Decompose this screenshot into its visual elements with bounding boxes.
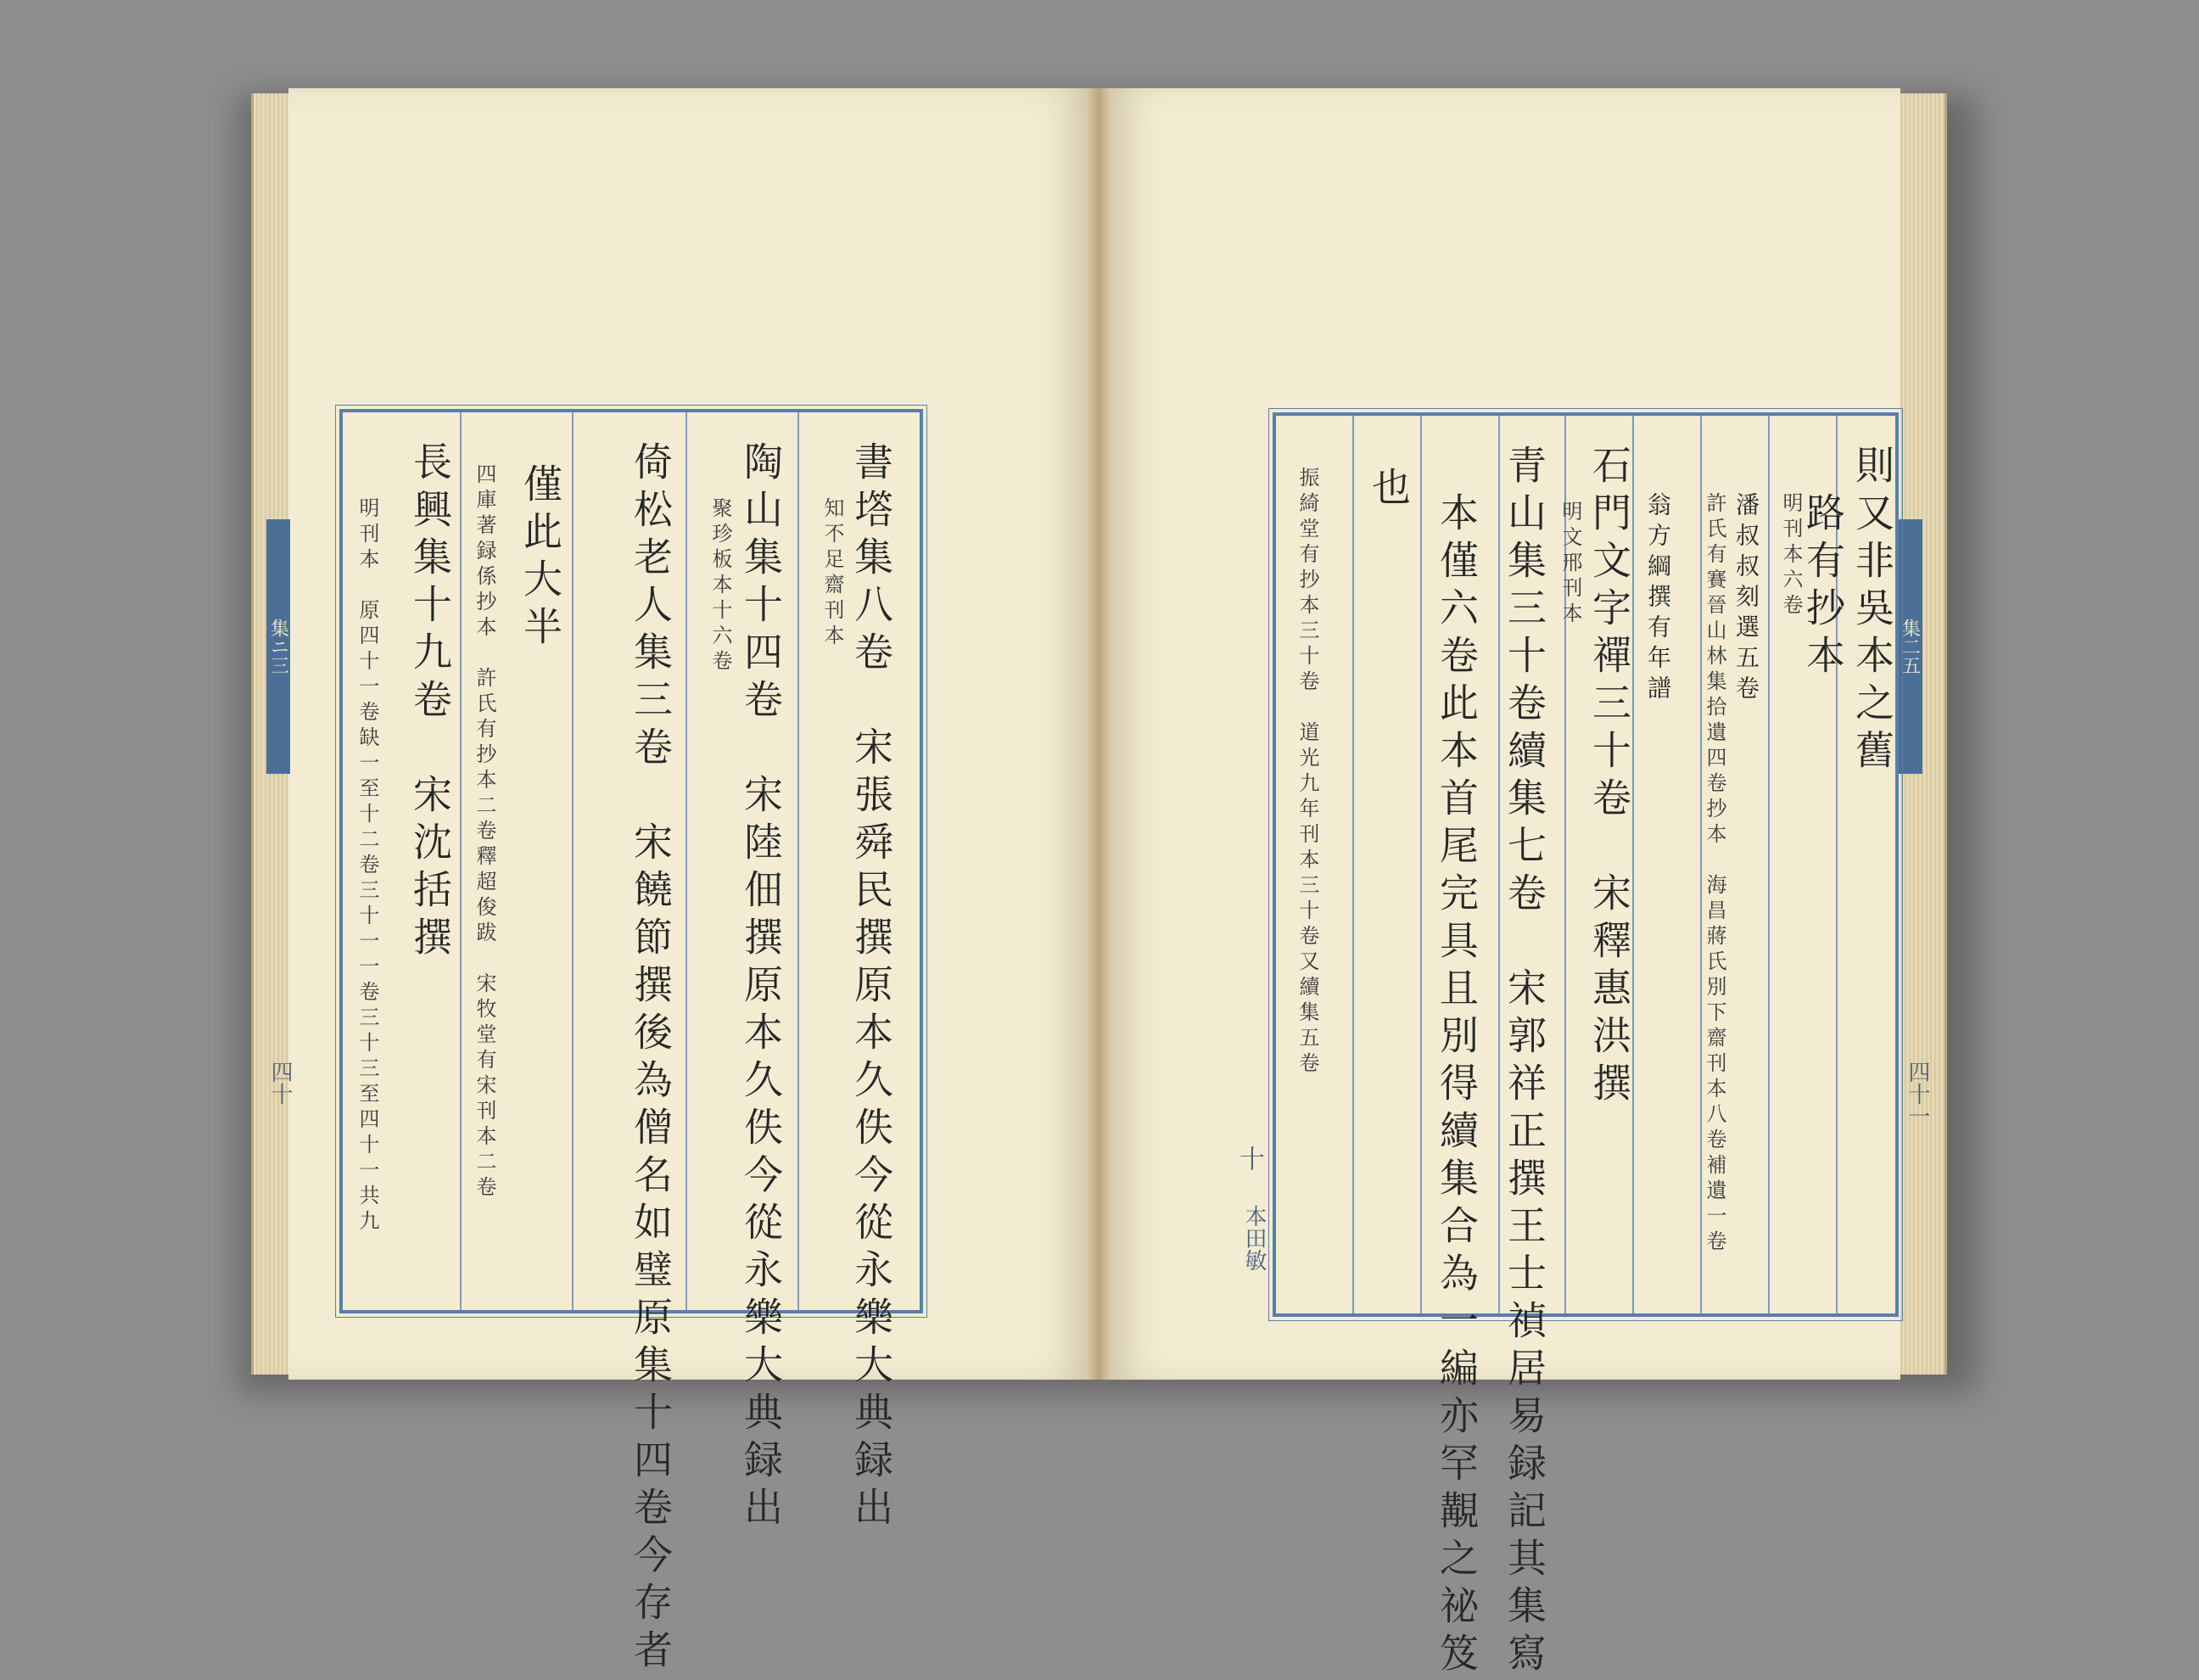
entry-column: 則又非吳本之舊: [1849, 445, 1895, 777]
right-text-frame: [1273, 412, 1899, 1680]
entry-note: 明刊本 原四十一卷缺一至十二卷三十一一卷三十三至四十一共九: [355, 497, 379, 1235]
column-rule: [797, 412, 799, 1310]
entry-note: 知不足齋刊本: [820, 497, 844, 650]
entry-column: 長興集十九卷 宋沈括撰: [407, 441, 453, 964]
entry-column: 本僅六卷此本首尾完具且別得續集合為一編亦罕覯之祕笈: [1434, 492, 1480, 1680]
entry-note: 聚珍板本十六卷: [708, 497, 732, 675]
entry-note: 許氏有賽晉山林集拾遺四卷抄本 海昌蔣氏別下齋刊本八卷補遺一卷: [1703, 492, 1726, 1256]
margin-note: 十: [1234, 1145, 1264, 1171]
column-rule: [1420, 416, 1422, 1313]
left-margin-label: 集ニ三: [267, 619, 289, 675]
entry-column: 青山集三十卷續集七卷 宋郭祥正撰王士禎居易録記其集寫: [1502, 445, 1547, 1680]
entry-column: 路有抄本: [1800, 492, 1846, 682]
column-rule: [460, 412, 462, 1310]
margin-note: 本田敏: [1241, 1205, 1267, 1271]
entry-note: 明刊本六卷: [1779, 492, 1803, 619]
column-rule: [685, 412, 687, 1310]
entry-column: 也: [1366, 467, 1412, 514]
right-margin-tab: [1897, 519, 1922, 774]
entry-note: 四庫著録係抄本 許氏有抄本二卷釋超俊跋 宋牧堂有宋刊本二卷: [473, 463, 496, 1201]
entry-note: 振綺堂有抄本三十卷 道光九年刊本三十卷又續集五卷: [1295, 467, 1319, 1078]
right-folio: 四十一: [1905, 1061, 1930, 1127]
entry-column: 潘叔叔刻選五卷: [1732, 492, 1760, 706]
column-rule: [572, 412, 574, 1310]
left-folio: 四十: [267, 1061, 293, 1105]
entry-column: 陶山集十四卷 宋陸佃撰原本久佚今從永樂大典録出: [738, 441, 784, 1534]
entry-note: 明文邢刊本: [1558, 501, 1582, 628]
column-rule: [1768, 416, 1770, 1313]
left-text-frame: [339, 409, 923, 1677]
entry-column: 石門文字禪三十卷 宋釋惠洪撰: [1586, 445, 1632, 1110]
right-margin-label: 集二五: [1899, 619, 1921, 675]
entry-column: 倚松老人集三卷 宋饒節撰後為僧名如璧原集十四卷今存者: [628, 441, 674, 1677]
bleed-through-text: [1408, 187, 1440, 216]
entry-column: 書㙮集八卷 宋張舜民撰原本久佚今從永樂大典録出: [848, 441, 894, 1534]
book-gutter: [1088, 88, 1110, 1380]
entry-column: 翁方綱撰有年譜: [1644, 492, 1672, 706]
entry-column: 僅此大半: [518, 463, 563, 653]
column-rule: [1352, 416, 1354, 1313]
left-margin-tab: [266, 519, 290, 774]
